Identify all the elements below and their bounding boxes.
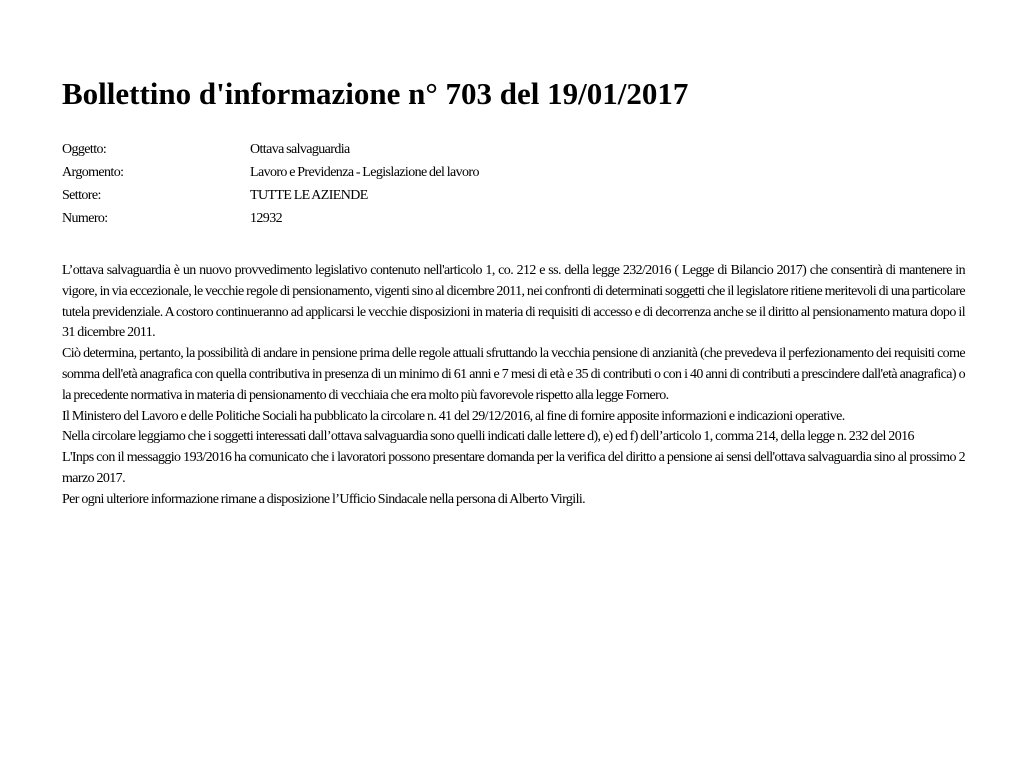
body-paragraph: Ciò determina, pertanto, la possibilità di andare in pensione prima delle regole attuali sfruttando la vecchia pensione di anzianità (che prevedeva il perfezionamento dei requisiti come somma dell'età anagrafica con quella contributiva in presenza di un minimo di 61 anni e 7 mesi di età e 35 di contributi o con i 40 anni di contributi a prescindere dall'età anagrafica) o la precedente normativa in materia di pensionamento di vecchiaia che era molto più favorevole rispetto alla legge Fornero.: [62, 346, 965, 403]
meta-value: 12932: [250, 211, 283, 226]
meta-label: Settore:: [62, 188, 101, 203]
meta-value: Ottava salvaguardia: [250, 142, 350, 157]
meta-row-numero: [62, 207, 662, 230]
meta-label: Argomento:: [62, 165, 124, 180]
body-paragraph: L'Inps con il messaggio 193/2016 ha comunicato che i lavoratori possono presentare domanda per la verifica del diritto a pensione ai sensi dell'ottava salvaguardia sino al prossimo 2 marzo 2017.: [62, 450, 965, 486]
body-paragraph: Per ogni ulteriore informazione rimane a disposizione l’Ufficio Sindacale nella persona di Alberto Virgili.: [62, 491, 586, 507]
meta-row-settore: [62, 184, 662, 207]
meta-label: Numero:: [62, 211, 108, 226]
bulletin-metadata: [62, 138, 662, 230]
body-paragraph: Il Ministero del Lavoro e delle Politiche Sociali ha pubblicato la circolare n. 41 del 29/12/2016, al fine di fornire apposite informazioni e indicazioni operative.: [62, 408, 845, 424]
meta-value: Lavoro e Previdenza - Legislazione del lavoro: [250, 165, 479, 180]
meta-value: TUTTE LE AZIENDE: [250, 188, 368, 203]
meta-row-argomento: [62, 161, 662, 184]
meta-row-oggetto: [62, 138, 662, 161]
bulletin-body: [62, 261, 965, 511]
bulletin-title: Bollettino d'informazione n° 703 del 19/01/2017: [62, 76, 689, 111]
meta-label: Oggetto:: [62, 142, 107, 157]
body-paragraph: L’ottava salvaguardia è un nuovo provvedimento legislativo contenuto nell'articolo 1, co. 212 e ss. della legge 232/2016 ( Legge di Bilancio 2017) che consentirà di mantenere in vigore, in via eccezionale, le vecchie regole di pensionamento, vigenti sino al dicembre 2011, nei confronti di determinati soggetti che il legislatore ritiene meritevoli di una particolare tutela previdenziale. A costoro continueranno ad applicarsi le vecchie disposizioni in materia di requisiti di accesso e di decorrenza anche se il diritto al pensionamento matura dopo il 31 dicembre 2011.: [62, 263, 965, 341]
body-paragraph: Nella circolare leggiamo che i soggetti interessati dall’ottava salvaguardia sono quelli indicati dalle lettere d), e) ed f) dell’articolo 1, comma 214, della legge n. 232 del 2016: [62, 429, 914, 445]
